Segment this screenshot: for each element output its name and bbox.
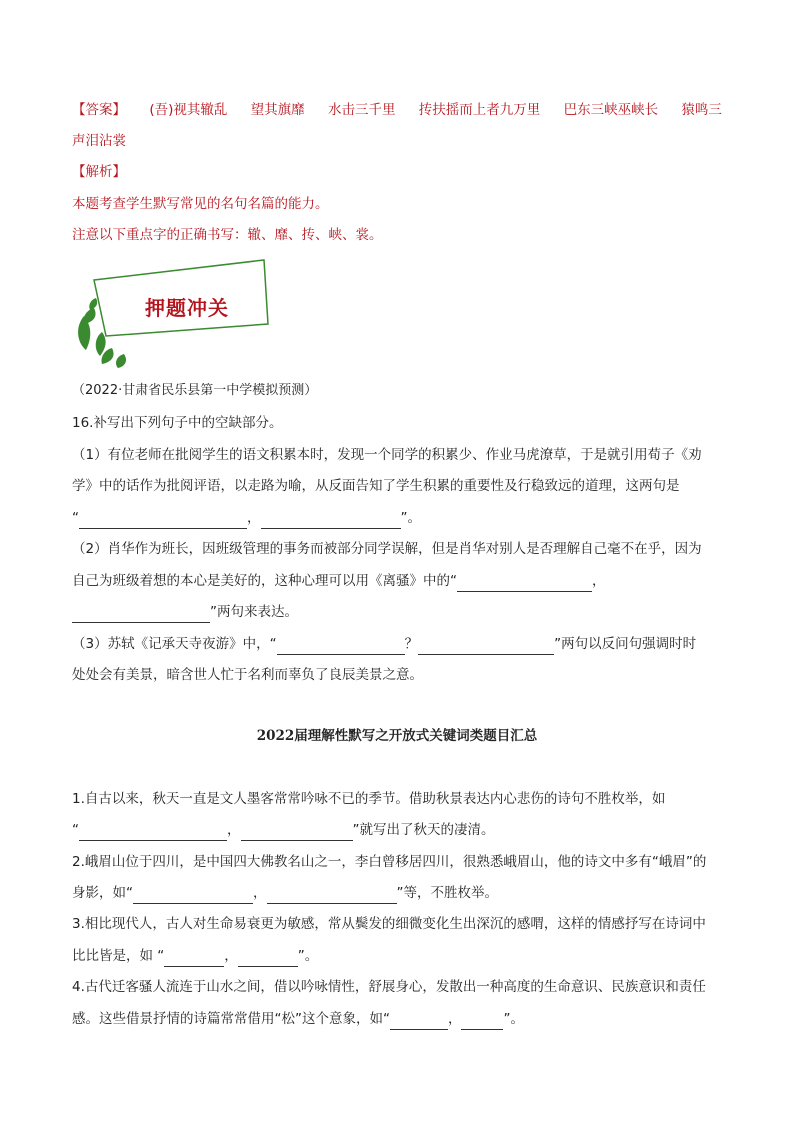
item4-line2: 感。这些借景抒情的诗篇常常借用“松”这个意象，如“ ， ”。 [72, 1008, 724, 1030]
fill-blank[interactable] [457, 575, 592, 592]
fill-blank[interactable] [164, 950, 224, 967]
fill-blank[interactable] [238, 950, 298, 967]
q16-p3-line1: （3）苏轼《记承天寺夜游》中，“ ？ ”两句以反问句强调时时 [72, 633, 724, 655]
item2-line1: 2.峨眉山位于四川，是中国四大佛教名山之一，李白曾移居四川，很熟悉峨眉山，他的诗文中多有“峨眉”的 [72, 854, 707, 870]
question-source: （2022·甘肃省民乐县第一中学模拟预测） [72, 383, 318, 398]
fill-blank[interactable] [267, 887, 397, 904]
badge-title: 押题冲关 [145, 296, 229, 320]
analysis-label: 【解析】 [72, 164, 126, 180]
item4-line1: 4.古代迁客骚人流连于山水之间，借以吟咏情性，舒展身心，发散出一种高度的生命意识、民族意识和责任 [72, 979, 706, 995]
item3-line2: 比比皆是，如 “ ， ”。 [72, 945, 724, 967]
fill-blank[interactable] [79, 824, 227, 841]
fill-blank[interactable] [461, 1013, 503, 1030]
answer-item: 巴东三峡巫峡长 [563, 102, 659, 118]
fill-blank[interactable] [277, 638, 405, 655]
answer-item: 水击三千里 [327, 102, 396, 118]
answer-item: 抟扶摇而上者九万里 [418, 102, 541, 118]
fill-blank[interactable] [72, 606, 210, 623]
fill-blank[interactable] [79, 512, 247, 529]
fill-blank[interactable] [261, 512, 401, 529]
answer-item: 望其旗靡 [250, 102, 305, 118]
section-title: 2022届理解性默写之开放式关键词类题目汇总 [256, 728, 538, 744]
q16-p2-line2: 自己为班级着想的本心是美好的，这种心理可以用《离骚》中的“ ， [72, 570, 724, 592]
fill-blank[interactable] [418, 638, 554, 655]
item1-line2: “ ， ”就写出了秋天的凄清。 [72, 819, 724, 841]
answer-label: 【答案】 [72, 102, 126, 118]
fill-blank[interactable] [390, 1013, 448, 1030]
q16-p2-line3: ”两句来表达。 [72, 601, 724, 623]
answer-item: 猿鸣三 [681, 102, 722, 118]
analysis-line-1: 本题考查学生默写常见的名句名篇的能力。 [72, 196, 329, 212]
q16-stem: 16.补写出下列句子中的空缺部分。 [72, 415, 283, 431]
item1-line1: 1.自古以来，秋天一直是文人墨客常常吟咏不已的季节。借助秋景表达内心悲伤的诗句不胜枚举，如 [72, 791, 666, 807]
q16-p2-line1: （2）肖华作为班长，因班级管理的事务而被部分同学误解，但是肖华对别人是否理解自己毫不在乎，因为 [72, 541, 702, 557]
answer-item: (吾)视其辙乱 [149, 102, 228, 118]
item2-line2: 身影，如“ ， ”等，不胜枚举。 [72, 882, 724, 904]
answer-continuation: 声泪沾裳 [72, 133, 126, 149]
q16-p1-line1: （1）有位老师在批阅学生的语文积累本时，发现一个同学的积累少、作业马虎潦草，于是就引用荀子《劝 [72, 447, 702, 463]
analysis-line-2: 注意以下重点字的正确书写：辙、靡、抟、峡、裳。 [72, 227, 383, 243]
q16-p1-line2: 学》中的话作为批阅评语，以走路为喻，从反面告知了学生积累的重要性及行稳致远的道理，这两句是 [72, 478, 680, 494]
fill-blank[interactable] [241, 824, 353, 841]
answer-line [72, 99, 724, 121]
q16-p1-line3: “ ， ”。 [72, 507, 724, 529]
q16-p3-line2: 处处会有美景，暗含世人忙于名利而辜负了良辰美景之意。 [72, 667, 423, 683]
item3-line1: 3.相比现代人，古人对生命易衰更为敏感，常从鬓发的细微变化生出深沉的感喟，这样的情感抒写在诗词中 [72, 916, 706, 932]
fill-blank[interactable] [133, 887, 253, 904]
